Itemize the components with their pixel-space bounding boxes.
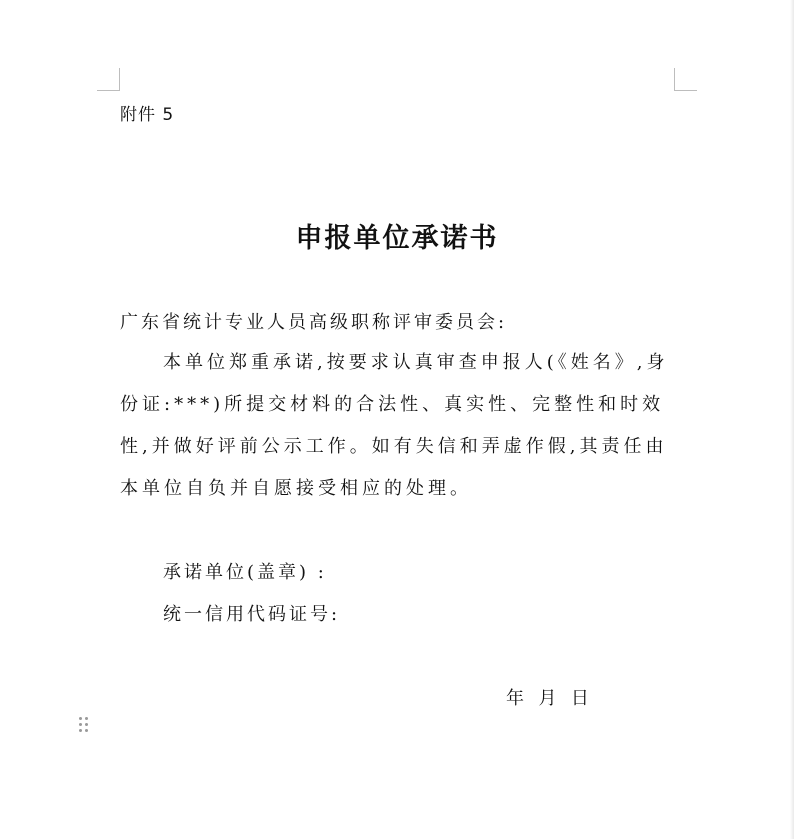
credit-code-line: 统一信用代码证号: xyxy=(163,604,341,625)
body-line-2: 份证:***)所提交材料的合法性、真实性、完整性和时效 xyxy=(120,394,665,415)
crop-mark-top-right xyxy=(674,68,697,91)
body-line-3: 性,并做好评前公示工作。如有失信和弄虚作假,其责任由 xyxy=(120,436,668,457)
date-line: 年 月 日 xyxy=(506,688,590,709)
signature-unit-line: 承诺单位(盖章) : xyxy=(163,562,327,583)
document-title: 申报单位承诺书 xyxy=(295,223,499,254)
salutation: 广东省统计专业人员高级职称评审委员会: xyxy=(120,312,508,333)
attachment-label: 附件 5 xyxy=(120,105,175,125)
page-edge-shadow xyxy=(790,0,794,839)
drag-handle-icon[interactable] xyxy=(79,717,89,733)
crop-mark-top-left xyxy=(97,68,120,91)
body-line-1: 本单位郑重承诺,按要求认真审查申报人(《姓名》,身 xyxy=(163,352,669,373)
body-line-4: 本单位自负并自愿接受相应的处理。 xyxy=(120,478,472,499)
